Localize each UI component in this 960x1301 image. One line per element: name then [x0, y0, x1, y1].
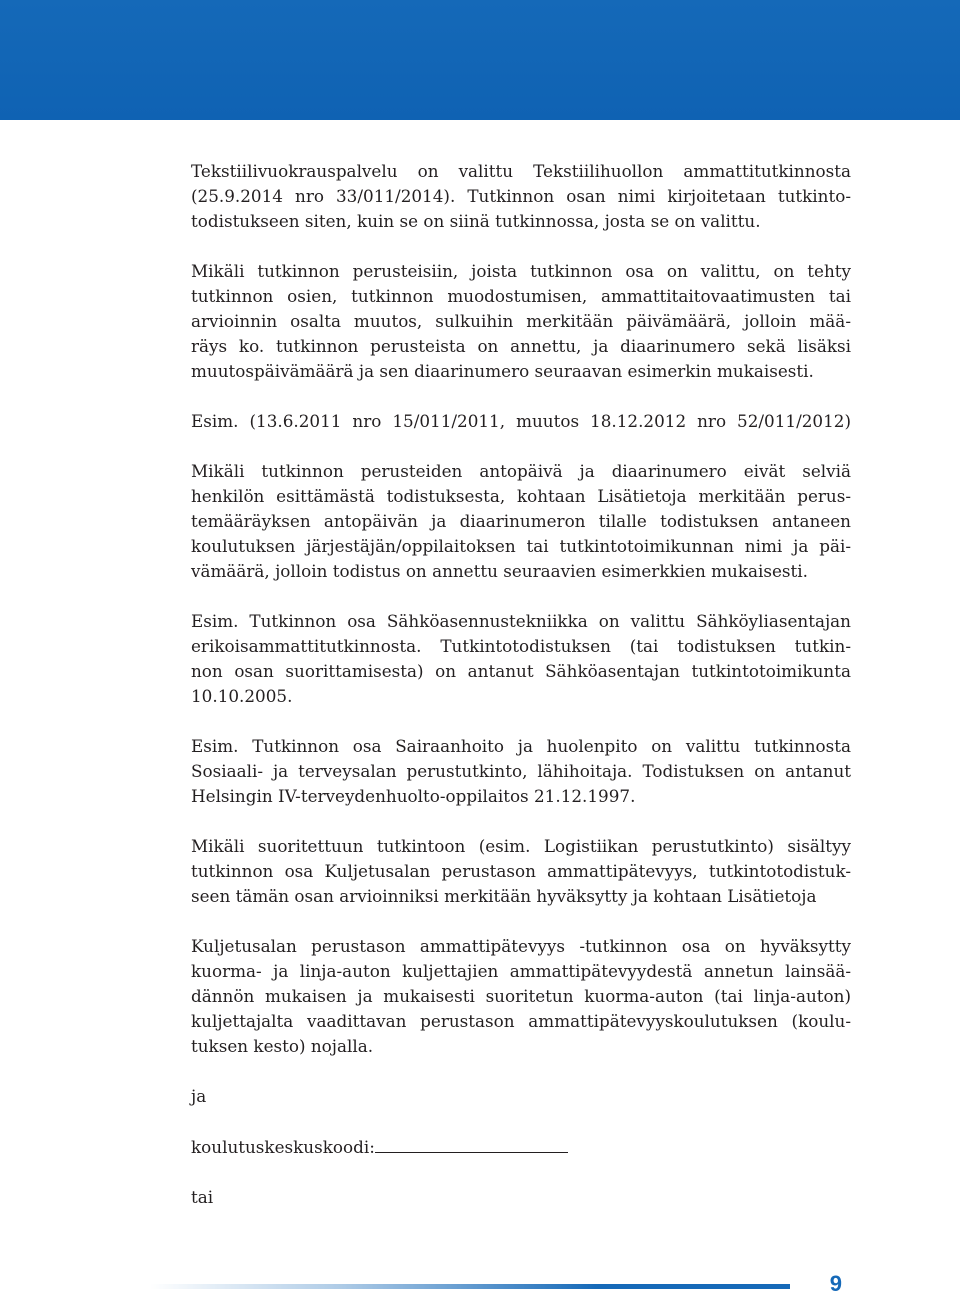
paragraph-example-2 [191, 609, 851, 709]
text-line: Esim. Tutkinnon osa Sähköasennustekniikka on valittu Sähköyliasentajan [191, 611, 851, 631]
text-line: seen tämän osan arvioinniksi merkitään hyväksytty ja kohtaan Lisätietoja [191, 886, 817, 906]
text-line: Mikäli tutkinnon perusteiden antopäivä ja diaarinumero eivät selviä [191, 461, 851, 481]
paragraph-example-1 [191, 409, 851, 434]
text-line: kuljettajalta vaadittavan perustason ammattipätevyyskoulutuksen (koulu- [191, 1011, 851, 1031]
conjunction-and: ja [191, 1086, 207, 1106]
text-line: räys ko. tutkinnon perusteista on annettu, ja diaarinumero sekä lisäksi [191, 336, 851, 356]
text-line: muutospäivämäärä ja sen diaarinumero seuraavan esimerkin mukaisesti. [191, 361, 814, 381]
text-line: Sosiaali- ja terveysalan perustutkinto, lähihoitaja. Todistuksen on antanut [191, 761, 851, 781]
text-line: (25.9.2014 nro 33/011/2014). Tutkinnon osan nimi kirjoitetaan tutkinto- [191, 186, 851, 206]
text-line: dännön mukaisen ja mukaisesti suoritetun kuorma-auton (tai linja-auton) [191, 986, 851, 1006]
school-code-blank [375, 1134, 568, 1153]
text-line: non osan suorittamisesta) on antanut Sähköasentajan tutkintotoimikunta [191, 661, 851, 681]
paragraph-missing-date-instructions [191, 459, 851, 584]
text-line: vämäärä, jolloin todistus on annettu seuraavien esimerkkien mukaisesti. [191, 561, 808, 581]
text-line: todistukseen siten, kuin se on siinä tutkinnossa, josta se on valittu. [191, 211, 761, 231]
text-line: Mikäli tutkinnon perusteisiin, joista tutkinnon osa on valittu, on tehty [191, 261, 851, 281]
text-line: tuksen kesto) nojalla. [191, 1036, 374, 1056]
text-line: Tekstiilivuokrauspalvelu on valittu Tekstiilihuollon ammattitutkinnosta [191, 161, 851, 181]
header-band [0, 0, 960, 120]
paragraph-tutkinto-reference [191, 159, 851, 234]
text-line: koulutuksen järjestäjän/oppilaitoksen tai tutkintotoimikunnan nimi ja päi- [191, 536, 851, 556]
paragraph-change-instructions [191, 259, 851, 384]
text-line: tutkinnon osa Kuljetusalan perustason ammattipätevyys, tutkintotodistuk- [191, 861, 851, 881]
text-line: Helsingin IV-terveydenhuolto-oppilaitos 21.12.1997. [191, 786, 636, 806]
text-line: Mikäli suoritettuun tutkintoon (esim. Logistiikan perustutkinto) sisältyy [191, 836, 851, 856]
text-line: Esim. Tutkinnon osa Sairaanhoito ja huolenpito on valittu tutkinnosta [191, 736, 851, 756]
text-line: 10.10.2005. [191, 686, 293, 706]
conjunction-or: tai [191, 1187, 214, 1207]
school-code-label: koulutuskeskuskoodi: [191, 1137, 375, 1157]
document-body [191, 159, 851, 1235]
text-line: arvioinnin osalta muutos, sulkuihin merkitään päivämäärä, jolloin mää- [191, 311, 851, 331]
text-line: Esim. (13.6.2011 nro 15/011/2011, muutos 18.12.2012 nro 52/011/2012) [191, 411, 851, 431]
text-line: erikoisammattitutkinnosta. Tutkintotodistuksen (tai todistuksen tutkin- [191, 636, 851, 656]
paragraph-logistics-instructions [191, 834, 851, 909]
text-line: temääräyksen antopäivän ja diaarinumeron tilalle todistuksen antaneen [191, 511, 851, 531]
page-number: 9 [829, 1271, 842, 1296]
text-line: henkilön esittämästä todistuksesta, kohtaan Lisätietoja merkitään perus- [191, 486, 851, 506]
paragraph-example-3 [191, 734, 851, 809]
school-code-field [191, 1134, 851, 1160]
text-line: tutkinnon osien, tutkinnon muodostumisen, ammattitaitovaatimusten tai [191, 286, 851, 306]
footer-rule [150, 1284, 790, 1289]
text-line: Kuljetusalan perustason ammattipätevyys -tutkinnon osa on hyväksytty [191, 936, 851, 956]
paragraph-competence-statement [191, 934, 851, 1059]
text-line: kuorma- ja linja-auton kuljettajien ammattipätevyydestä annetun lainsää- [191, 961, 851, 981]
